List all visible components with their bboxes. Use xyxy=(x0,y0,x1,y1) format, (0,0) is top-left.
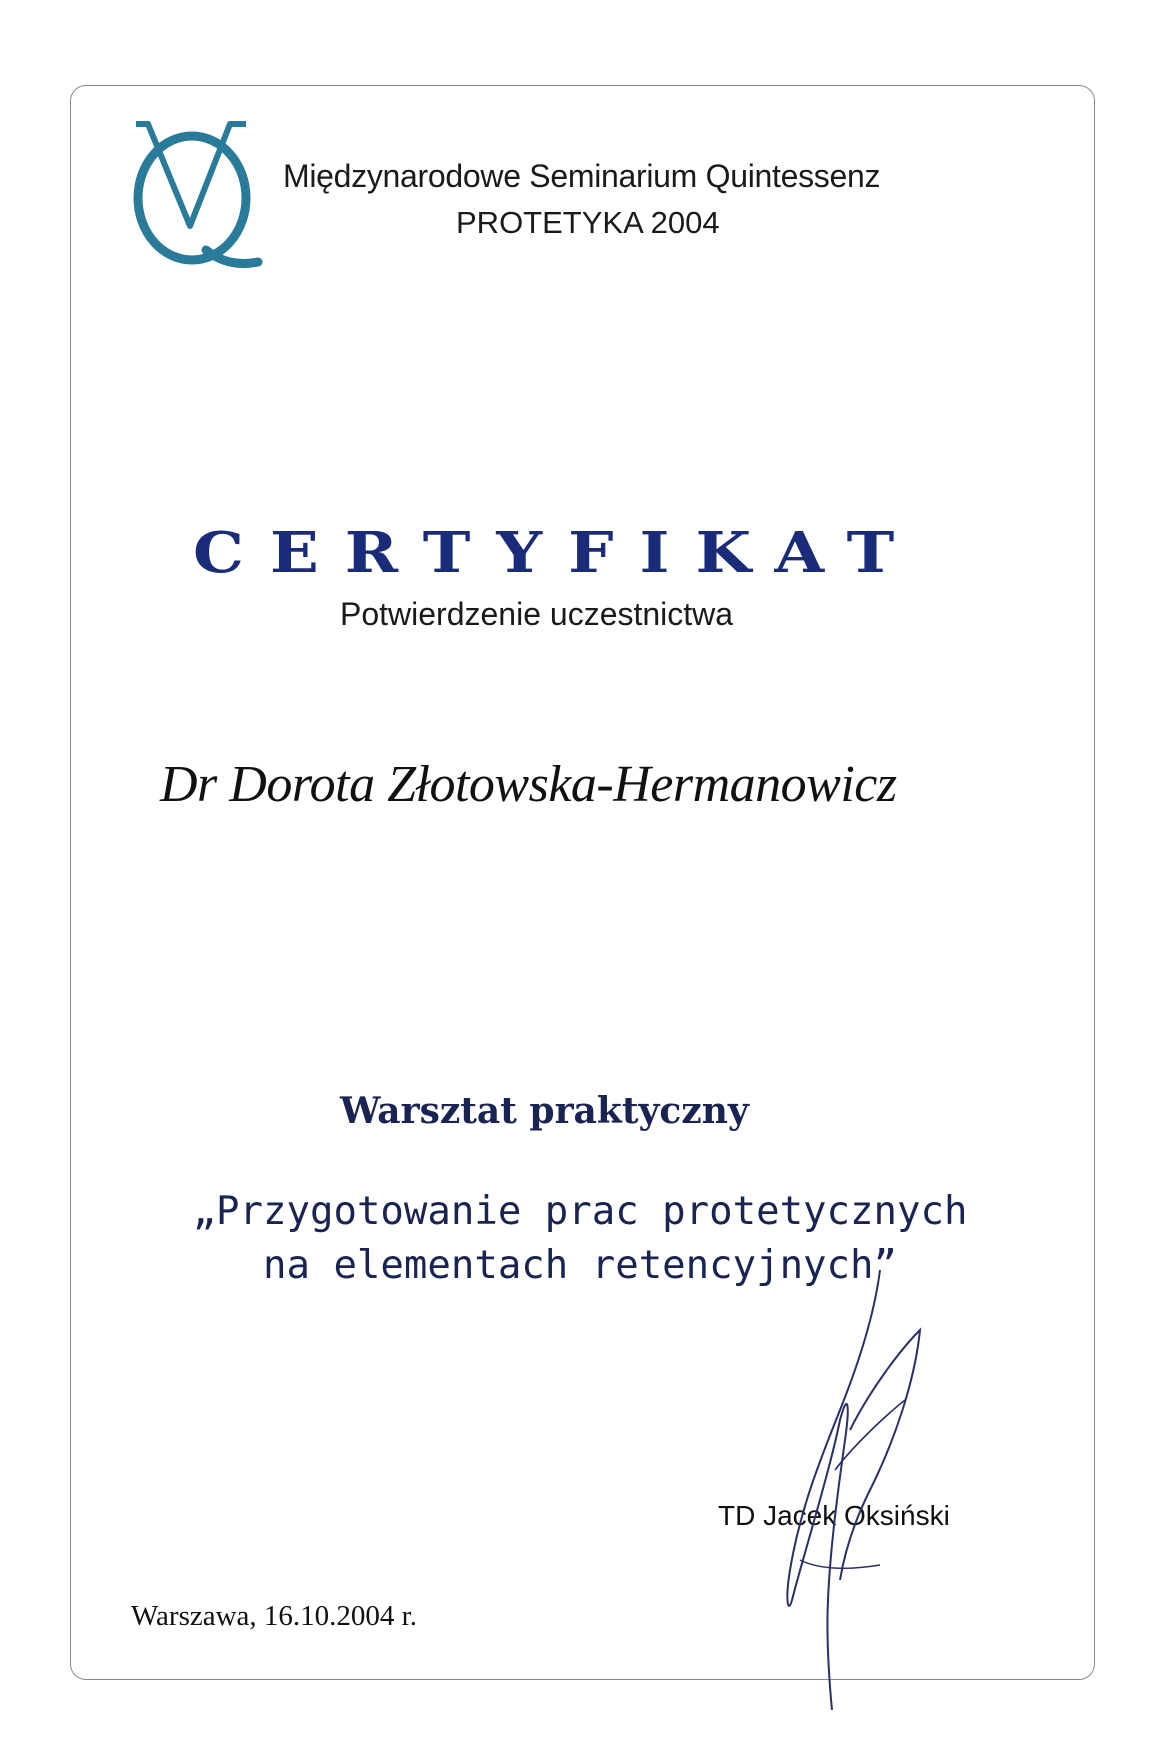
workshop-heading: Warsztat praktyczny xyxy=(340,1090,749,1132)
workshop-topic-line-2: na elementach retencyjnych” xyxy=(263,1243,897,1288)
place-and-date: Warszawa, 16.10.2004 r. xyxy=(131,1600,417,1632)
certificate-border xyxy=(70,85,1095,1680)
signer-name: TD Jacek Oksiński xyxy=(718,1500,950,1531)
quintessenz-logo-icon xyxy=(128,118,263,268)
certificate-subtitle: Potwierdzenie uczestnictwa xyxy=(340,596,734,632)
signature-icon xyxy=(780,1270,940,1710)
recipient-name: Dr Dorota Złotowska-Hermanowicz xyxy=(160,756,897,813)
workshop-topic-line-1: „Przygotowanie prac protetycznych xyxy=(192,1189,968,1234)
certificate-title: CERTYFIKAT xyxy=(193,520,921,586)
event-name: PROTETYKA 2004 xyxy=(456,205,720,240)
seminar-name: Międzynarodowe Seminarium Quintessenz xyxy=(283,158,881,194)
